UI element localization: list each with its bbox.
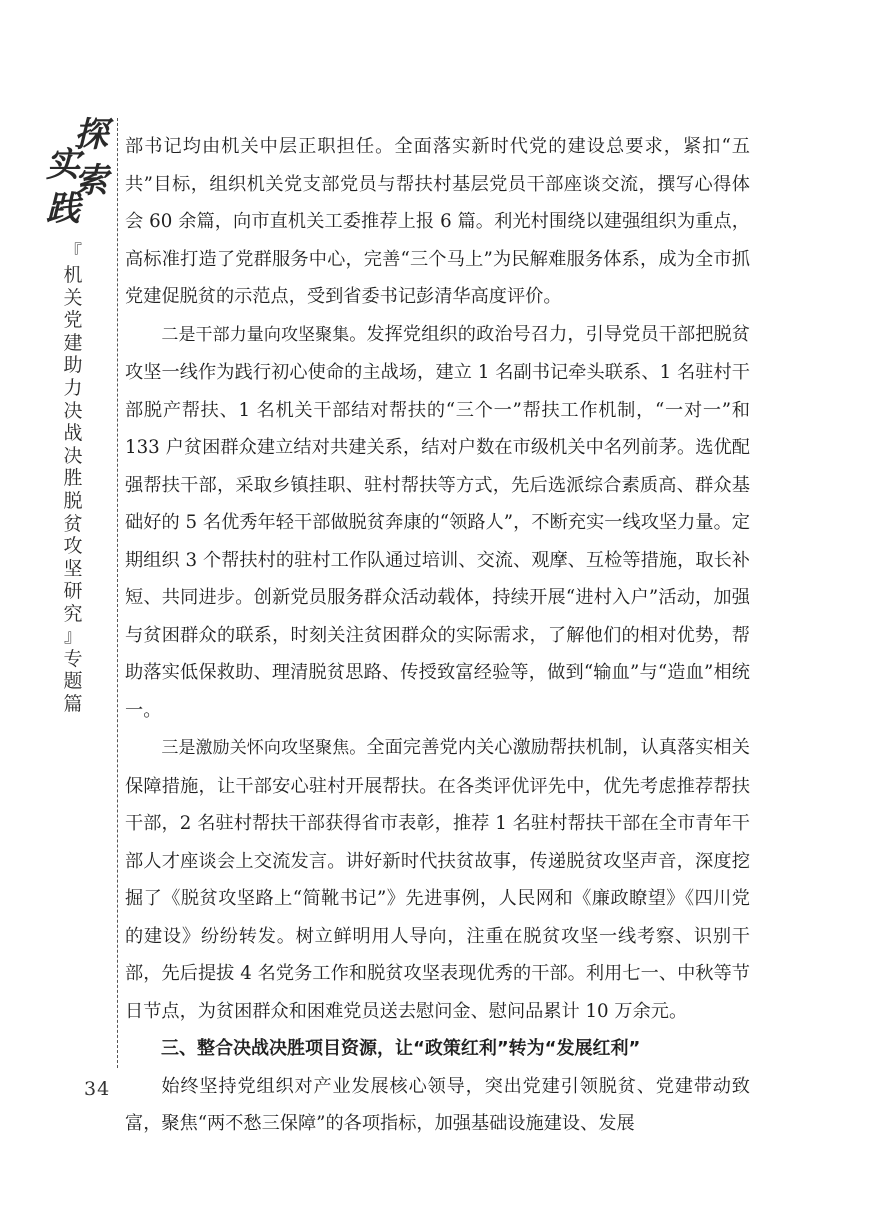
series-char: 攻 (63, 535, 83, 558)
series-char: 坚 (63, 557, 83, 580)
logo-char: 索 (74, 161, 108, 201)
body-text (125, 128, 750, 1143)
series-char: 助 (63, 354, 83, 377)
logo-char: 践 (46, 189, 80, 229)
logo-char: 实 (46, 145, 80, 185)
page-number: 34 (84, 1078, 111, 1100)
series-char: 关 (63, 286, 83, 309)
paragraph-lead: 三是激励关怀向攻坚聚焦。 (161, 738, 367, 758)
paragraph (125, 729, 750, 1030)
series-char: 决 (63, 444, 83, 467)
column-logo (40, 115, 114, 238)
series-char: 战 (63, 422, 83, 445)
series-close-bracket: 』 (64, 625, 82, 647)
series-char: 贫 (63, 512, 83, 535)
series-char: 决 (63, 399, 83, 422)
running-sidebar (40, 115, 114, 1103)
series-char: 究 (63, 602, 83, 625)
paragraph: 部书记均由机关中层正职担任。全面落实新时代党的建设总要求，紧扣“五共”目标，组织机关党支部党员与帮扶村基层党员干部座谈交流，撰写心得体会 60 余篇，向市直机关工委推荐上报 6 篇。利光村围绕以建强组织为重点，高标准打造了党群服务中心，完善“三个马上”为民解难服务体系，成为全市抓党建促脱贫的示范点，受到省委书记彭清华高度评价。 (125, 136, 750, 307)
logo-char: 探 (74, 115, 108, 155)
paragraph: 始终坚持党组织对产业发展核心领导，突出党建引领脱贫、党建带动致富，聚焦“两不愁三保障”的各项指标，加强基础设施建设、发展 (125, 1075, 750, 1134)
dashed-divider (117, 118, 118, 1068)
paragraph (125, 316, 750, 730)
series-char: 研 (63, 580, 83, 603)
section-char: 篇 (63, 692, 83, 715)
paragraph-text: 全面完善党内关心激励帮扶机制，认真落实相关保障措施，让干部安心驻村开展帮扶。在各类评优评先中，优先考虑推荐帮扶干部，2 名驻村帮扶干部获得省市表彰，推荐 1 名驻村帮扶干部在全市青年干部人才座谈会上交流发言。讲好新时代扶贫故事，传递脱贫攻坚声音，深度挖掘了《脱贫攻坚路上“简靴书记”》先进事例，人民网和《廉政瞭望》《四川党的建设》纷纷转发。树立鲜明用人导向，注重在脱贫攻坚一线考察、识别干部，先后提拔 4 名党务工作和脱贫攻坚表现优秀的干部。利用七一、中秋等节日节点，为贫困群众和困难党员送去慰问金、慰问品累计 10 万余元。 (125, 737, 750, 1022)
section-char: 专 (63, 647, 83, 670)
series-char: 脱 (63, 489, 83, 512)
section-heading: 三、整合决战决胜项目资源，让“政策红利”转为“发展红利” (161, 1038, 641, 1059)
section-char: 题 (63, 670, 83, 693)
series-char: 党 (63, 309, 83, 332)
series-char: 力 (63, 376, 83, 399)
paragraph-lead: 二是干部力量向攻坚聚集。 (161, 324, 367, 345)
series-char: 胜 (63, 467, 83, 490)
series-char: 机 (63, 264, 83, 286)
series-char: 建 (63, 331, 83, 354)
series-title (58, 242, 88, 715)
paragraph-text: 发挥党组织的政治号召力，引导党员干部把脱贫攻坚一线作为践行初心使命的主战场，建立 1 名副书记牵头联系、1 名驻村干部脱产帮扶、1 名机关干部结对帮扶的“三个一”帮扶工作机制，“一对一”和 133 户贫困群众建立结对共建关系，结对户数在市级机关中名列前茅。选优配强帮扶干部，采取乡镇挂职、驻村帮扶等方式，先后选派综合素质高、群众基础好的 5 名优秀年轻干部做脱贫奔康的“领路人”，不断充实一线攻坚力量。定期组织 3 个帮扶村的驻村工作队通过培训、交流、观摩、互检等措施，取长补短、共同进步。创新党员服务群众活动载体，持续开展“进村入户”活动，加强与贫困群众的联系，时刻关注贫困群众的实际需求，了解他们的相对优势，帮助落实低保救助、理清脱贫思路、传授致富经验等，做到“输血”与“造血”相统一。 (125, 323, 750, 721)
series-open-bracket: 『 (64, 242, 82, 263)
